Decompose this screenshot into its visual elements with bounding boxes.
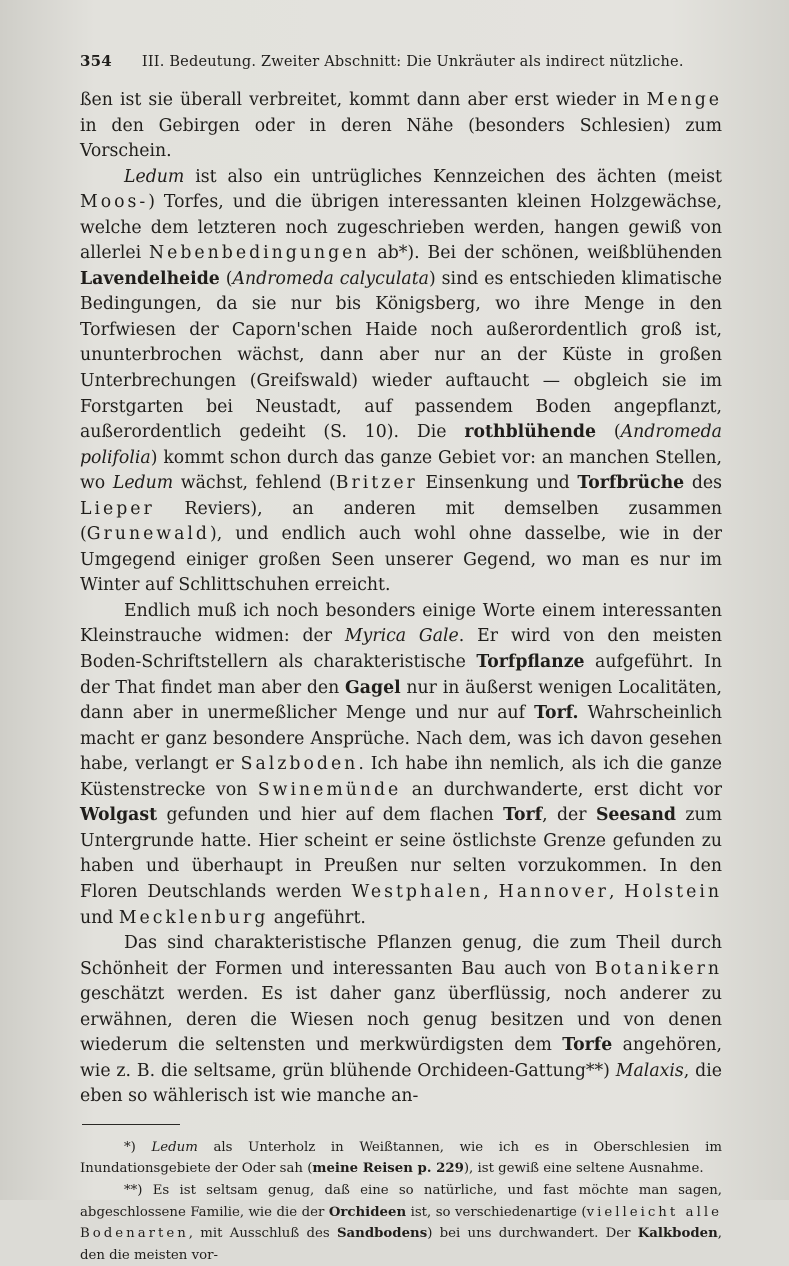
text-run: *) [124,1139,152,1155]
text-it: Ledum [124,166,185,187]
text-run: in den Gebirgen oder in deren Nähe (besonders Schlesien) zum Vorschein. [80,115,722,162]
text-bold: Orchideen [328,1204,407,1220]
text-run: ) sind es entschieden klimatische Bedingungen, da sie nur bis Königsberg, wo ihre Menge in den Torfwiesen der Caporn'schen Haide noch außerordentlich groß ist, ununterbrochen wächst, dann aber nur an der Küste in großen Unterbrechungen (Greifswald) wieder auftaucht — obgleich sie im Forstgarten bei Neustadt, auf passendem Boden angepflanzt, außerordentlich gedeiht (S. 10). Die [80,268,723,443]
text-spaced: Lieper [80,498,155,519]
text-run: , den die meisten vor- [80,1226,722,1263]
text-bold: Torfpflanze [476,652,585,673]
text-run: Endlich muß ich noch besonders einige Worte einem interessanten Kleinstrauche widmen: der [80,600,722,647]
text-run: ab*). Bei der schönen, weißblühenden [369,243,722,264]
text-run: ), und endlich auch wohl ohne dasselbe, wie in der Umgegend einiger großen Seen unserer Gegend, wo man es nur im Winter auf Schlittschuhen erreicht. [80,524,722,596]
text-run: und [80,907,119,928]
main-text [80,88,722,1110]
text-run: ) bei uns durchwandert. Der [427,1226,638,1242]
text-run: . Ich habe ihn nemlich, als ich die ganze Küstenstrecke von [80,754,723,800]
text-run: wächst, fehlend ( [173,473,336,494]
footnote [80,1180,722,1266]
text-run: gefunden und hier auf dem flachen [157,805,504,826]
text-run: , [483,881,499,902]
text-spaced: vielleicht alle Bodenarten [80,1204,722,1242]
text-it: Andromeda calyculata [232,268,429,289]
text-run: ßen ist sie überall verbreitet, kommt dann aber erst wieder in [80,90,647,110]
text-spaced: Moos- [80,192,149,213]
footnotes [80,1137,722,1266]
text-run: nur in äußerst wenigen Localitäten, dann aber in unermeßlicher Menge und nur auf [80,677,722,724]
text-run: ), ist gewiß eine seltene Ausnahme. [463,1161,704,1177]
text-spaced: Menge [646,90,722,110]
running-head-title: III. Bedeutung. Zweiter Abschnitt: Die Unkräuter als indirect nützliche. [141,54,684,70]
text-run: , [608,881,625,902]
text-spaced: Botanikern [594,958,722,979]
text-bold: Gagel [345,677,401,698]
text-spaced: Britzer [335,473,418,494]
paragraph [80,599,722,931]
text-run: Das sind charakteristische Pflanzen genug, die zum Theil durch Schönheit der Formen und interessanten Bau auch von [80,933,722,979]
text-run: an durchwanderte, erst dicht vor [401,779,723,800]
text-run: ) kommt schon durch das ganze Gebiet vor: an manchen Stellen, wo [80,447,722,494]
text-spaced: Hannover [498,881,609,902]
text-run: geschätzt werden. Es ist daher ganz überflüssig, noch anderer zu erwähnen, deren die Wiesen noch genug besitzen und von denen wiederum die seltensten und merkwürdigsten dem [80,984,722,1056]
paragraph [80,88,722,165]
text-bold: Torfbrüche [577,473,685,494]
text-bold: Sandbodens [336,1226,428,1242]
text-run: , der [542,805,596,826]
text-run: ( [596,422,621,443]
footnote [80,1137,722,1180]
text-run: , mit Ausschluß des [188,1226,337,1242]
text-bold: Torfe [562,1035,613,1056]
text-it: Ledum [112,473,174,494]
text-spaced: Westphalen [351,881,484,902]
text-run: als Unterholz in Weißtannen, wie ich es in Oberschlesien im Inundationsgebiete der Oder sah ( [80,1139,722,1177]
text-run: aufgeführt. In der That findet man aber den [80,652,722,698]
text-bold: Kalkboden [637,1226,718,1242]
text-run: , die eben so wählerisch ist wie manche an- [80,1060,722,1107]
text-run: Reviers), an anderen mit demselben zusammen ( [80,498,722,545]
text-run: zum Untergrunde hatte. Hier scheint er seine östlichste Grenze gefunden zu haben und überhaupt in Preußen nur selten vorzukommen. In den Floren Deutschlands werden [80,805,722,902]
text-it: Ledum [151,1139,198,1155]
text-spaced: Holstein [624,881,722,902]
page-content [80,52,722,1266]
text-bold: Torf. [534,703,579,724]
text-bold: Lavendelheide [80,268,220,289]
text-bold: rothblühende [464,422,596,443]
text-run: Wahrscheinlich macht er ganz besondere Ansprüche. Nach dem, was ich davon gesehen habe, verlangt er [80,703,722,775]
paragraph [80,165,722,599]
text-run: Einsenkung und [417,473,578,494]
text-it: Andromeda polifolia [80,422,722,468]
text-run: ist also ein untrügliches Kennzeichen des ächten (meist [184,166,722,187]
text-run: **) Es ist seltsam genug, daß eine so natürliche, und fast möchte man sagen, abgeschlossene Familie, wie die der [80,1183,722,1220]
text-run: . Er wird von den meisten Boden-Schriftstellern als charakteristische [80,626,722,673]
text-bold: meine Reisen p. 229 [312,1161,464,1177]
text-run: ) Torfes, und die übrigen interessanten kleinen Holzgewächse, welche dem letzteren noch zugeschrieben werden, hangen gewiß von allerlei [80,192,722,264]
text-run: angehören, wie z. B. die seltsame, grün blühende Orchideen-Gattung**) [80,1035,722,1081]
text-run: ( [219,268,233,289]
text-spaced: Nebenbedingungen [149,243,370,264]
text-it: Malaxis [615,1060,684,1081]
text-spaced: Salzboden [240,754,359,775]
text-bold: Seesand [595,805,676,826]
text-spaced: Grunewald [86,524,210,545]
text-spaced: Mecklenburg [118,907,269,928]
running-header [80,52,722,78]
page-number: 354 [80,52,112,70]
paragraph [80,931,722,1110]
text-run: angeführt. [268,907,366,928]
text-run: ist, so verschiedenartige ( [406,1204,587,1220]
text-it: Myrica Gale [344,626,459,647]
text-spaced: Swinemünde [257,779,402,800]
footnote-divider [82,1124,180,1125]
text-bold: Wolgast [80,805,158,826]
text-run: des [684,473,723,494]
text-bold: Torf [503,805,543,826]
